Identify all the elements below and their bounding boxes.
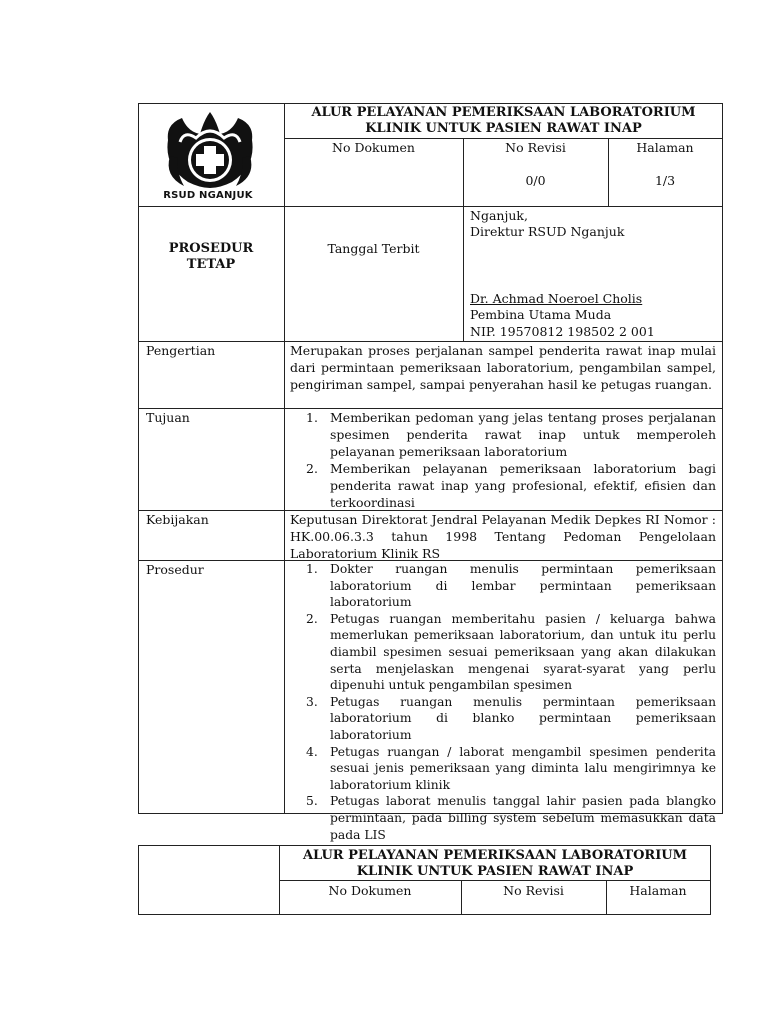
doc-title-line1: ALUR PELAYANAN PEMERIKSAAN LABORATORIUM: [311, 105, 696, 120]
list-text: Petugas laborat menulis tanggal lahir pasien pada blangko permintaan, pada billing system sebelum memasukkan data pada LIS: [330, 794, 716, 842]
list-item: [292, 561, 716, 611]
no-dokumen-label: No Dokumen: [332, 140, 415, 155]
list-text: Memberikan pelayanan pemeriksaan laboratorium bagi penderita rawat inap yang profesional, efektif, efisien dan terkoordinasi: [330, 461, 716, 510]
signatory-position: Direktur RSUD Nganjuk: [470, 224, 625, 239]
list-number: 2.: [306, 461, 318, 476]
list-item: [292, 694, 716, 744]
tujuan-list: [292, 409, 716, 511]
list-item: [292, 409, 716, 460]
signatory-place: Nganjuk,: [470, 208, 528, 223]
signatory-rank: Pembina Utama Muda: [470, 307, 612, 322]
prosedur-tetap-line2: TETAP: [186, 257, 236, 272]
no-revisi-label: No Revisi: [505, 140, 566, 155]
signatory-name: Dr. Achmad Noeroel Cholis: [470, 291, 643, 306]
prosedur-label: Prosedur: [146, 562, 204, 577]
doc-title2-line1: ALUR PELAYANAN PEMERIKSAAN LABORATORIUM: [302, 848, 688, 863]
list-number: 2.: [306, 611, 318, 626]
list-text: Petugas ruangan memberitahu pasien / keluarga bahwa memerlukan pemeriksaan laboratorium, dan untuk itu perlu diambil spesimen sesuai pemeriksaan yang akan dilakukan serta menjelaskan mengenai syarat-syarat yang perlu dipenuhi untuk pengambilan spesimen: [330, 611, 716, 693]
prosedur-tetap-line1: PROSEDUR: [168, 241, 254, 256]
kebijakan-label: Kebijakan: [146, 512, 209, 527]
list-number: 3.: [306, 694, 318, 709]
list-number: 4.: [306, 744, 318, 759]
halaman-label: Halaman: [636, 140, 694, 155]
pengertian-label: Pengertian: [146, 343, 216, 358]
prosedur-list: [292, 561, 716, 843]
tujuan-label: Tujuan: [146, 410, 190, 425]
list-number: 1.: [306, 410, 318, 425]
pengertian-text: Merupakan proses perjalanan sampel penderita rawat inap mulai dari permintaan pemeriksaan laboratorium, pengambilan sampel, pengiriman sampel, sampai penyerahan hasil ke petugas ruangan.: [290, 343, 716, 392]
no-dokumen-label-2: No Dokumen: [328, 883, 412, 898]
signatory-nip: NIP. 19570812 198502 2 001: [470, 324, 655, 339]
list-text: Petugas ruangan / laborat mengambil spesimen penderita sesuai jenis pemeriksaan yang diminta lalu mengirimnya ke laboratorium klinik: [330, 744, 716, 792]
list-text: Dokter ruangan menulis permintaan pemeriksaan laboratorium di lembar permintaan pemeriksaan laboratorium: [330, 562, 716, 610]
hospital-logo: [160, 106, 260, 204]
list-text: Petugas ruangan menulis permintaan pemeriksaan laboratorium di blanko permintaan pemeriksaan laboratorium: [330, 694, 716, 742]
tanggal-terbit-label: Tanggal Terbit: [327, 241, 420, 256]
rsud-emblem-icon: [160, 106, 260, 190]
list-number: 5.: [306, 794, 318, 809]
no-revisi-label-2: No Revisi: [503, 883, 564, 898]
list-item: [292, 744, 716, 794]
kebijakan-text: Keputusan Direktorat Jendral Pelayanan Medik Depkes RI Nomor : HK.00.06.3.3 tahun 1998 Tentang Pedoman Pengelolaan Laboratorium Klinik RS: [290, 512, 716, 561]
halaman-value: 1/3: [654, 173, 676, 188]
list-text: Memberikan pedoman yang jelas tentang proses perjalanan spesimen penderita rawat inap untuk memperoleh pelayanan pemeriksaan laboratorium: [330, 410, 716, 459]
logo-caption: RSUD NGANJUK: [163, 190, 253, 201]
no-revisi-value: 0/0: [525, 173, 546, 188]
doc-title-line2: KLINIK UNTUK PASIEN RAWAT INAP: [365, 121, 642, 136]
list-item: [292, 460, 716, 511]
list-item: [292, 793, 716, 843]
list-item: [292, 611, 716, 694]
halaman-label-2: Halaman: [629, 883, 687, 898]
doc-title2-line2: KLINIK UNTUK PASIEN RAWAT INAP: [356, 864, 634, 879]
list-number: 1.: [306, 562, 318, 576]
